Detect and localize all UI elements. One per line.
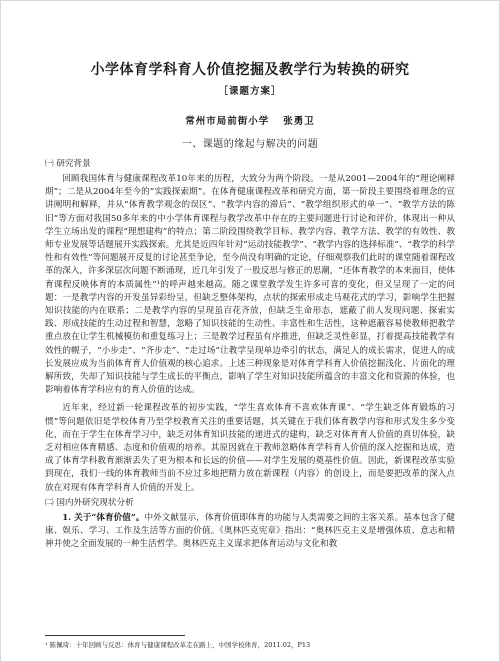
footnote: ¹ 陈佩琦：十年回顾与反思：体育与健康课程改革走在路上，中国学校体育，2011.02，P13 [45,641,311,649]
footnote-divider [45,635,185,636]
paragraph-background-2: 近年来，经过新一轮课程改革的初步实践，“学生喜欢体育不喜欢体育课”、“学生缺乏体育锻炼的习惯”等问题依旧是学校体育乃至学校教育关注的重要话题，其关键在于我们体育教学内容和形式发生多少变化，而在于学生在体育学习中，缺乏对体育知识技能的递进式的建构，缺乏对体育育人价值的真切体验，缺乏对相应体育精感、态度和价值观的培养。其原因就在于教师忽略体育学科育人价值的深入挖掘和达成，造成了体育学科教育渐渐丢失了更为根本和长远的价值——对学生发展的奠基性价值。因此，新课程改革实验到现在，我们一线的体育教师当前不应过多地把精力放在新课程（内容）的创设上，而是要把改革的深入点放在对现有体育学科育人价值的开发上。 [45,403,455,493]
paragraph-sports-value-text: 中外文献显示，体育价值即体育的功能与人类需要之间的主客关系。基本包含了健康、娱乐、学习、工作及生活等方面的价值。《奥林匹克宪章》指出：“奥林匹克主义是增强体质、意志和精神并使之全面发展的一种生活哲学。奥林匹克主义谋求把体育运动与文化和教 [45,512,455,550]
section-heading: 一、课题的缘起与解决的问题 [181,139,319,150]
document-title: 小学体育学科育人价值挖掘及教学行为转换的研究 [90,62,410,78]
subsection-heading-background: ㈠ 研究背景 [45,159,91,169]
subsection-heading-research-status: ㈡ 国内外研究现状分析 [45,497,134,508]
document-subtitle: ［课题方案］ [218,86,282,97]
author-name: 张勇卫 [283,116,315,127]
paragraph-lead-label: 1. 关于“体育价值”。 [62,512,145,523]
author-organization: 常州市局前街小学 [185,116,270,127]
paragraph-background-1: 回顾我国体育与健康课程改革10年来的历程，大致分为两个阶段。一是从2001—2004年的“理论阐释期”；二是从2004年至今的“实践探索期”。在体育健康课程改革和研究方面，第一阶段主要围绕着理念的宣讲阐明和解释，并从“体育教学观念的误区”、“教学内容的滞后”、“教学组织形式的单一”、“教学方法的陈旧”等方面对我国50多年来的中小学体育课程与教学改革中存在的主要问题进行讨论和评价，体现出一种从学生立场出发的课程“理想建构”的特点；第二阶段围绕教学目标、教学内容、教学方法、教学的有效性、教师专业发展等话题展开实践探索。尤其是近四年针对“运动技能教学”、“教学内容的选择标准”、“教学的科学性和有效性”等问题展开反复的讨论甚至争论，至今尚没有明确的定论，仔细观察我们此时的课堂随着课程改革的深入，许多深层次问题不断涌现，近几年引发了一股反思与修正的思潮，“还体育教学的本来面目，使体育课程反映体育的本质属性”¹的呼声越来越高。随之课堂教学发生许多可喜的变化，但又呈现了一定的问题：一是教学内容的开发虽异彩纷呈，但缺乏整体架构，点状的探索形成走马观花式的学习，影响学生把握知识技能的内在联系；二是教学内容的呈现虽百花齐放，但缺乏生命形态，遮蔽了前人发现问题、探索实践、形成技能的生动过程和智慧，忽略了知识技能的生动性、丰富性和生活性，这种遮蔽容易使教师把教学重点放在让学生机械模仿和重复练习上；三是教学过程虽有序推进，但缺乏灵性彰显，打着提高技能教学有效性的幌子，“小步走”、“齐步走”、“走过场”让教学呈现单边牵引的状态，满足人的成长需求，促进人的成长发展应成为当前体育育人价值观的核心追求。上述三种现象是对体育学科育人价值挖掘浅化、片面化的理解所致，失却了知识技能与学生成长的平衡点，影响了学生对知识技能所蕴含的丰富文化和资源的体验，也影响着体育学科应有的育人价值的达成。 [45,174,455,396]
paragraph-sports-value [45,512,455,552]
author-line [45,113,455,127]
